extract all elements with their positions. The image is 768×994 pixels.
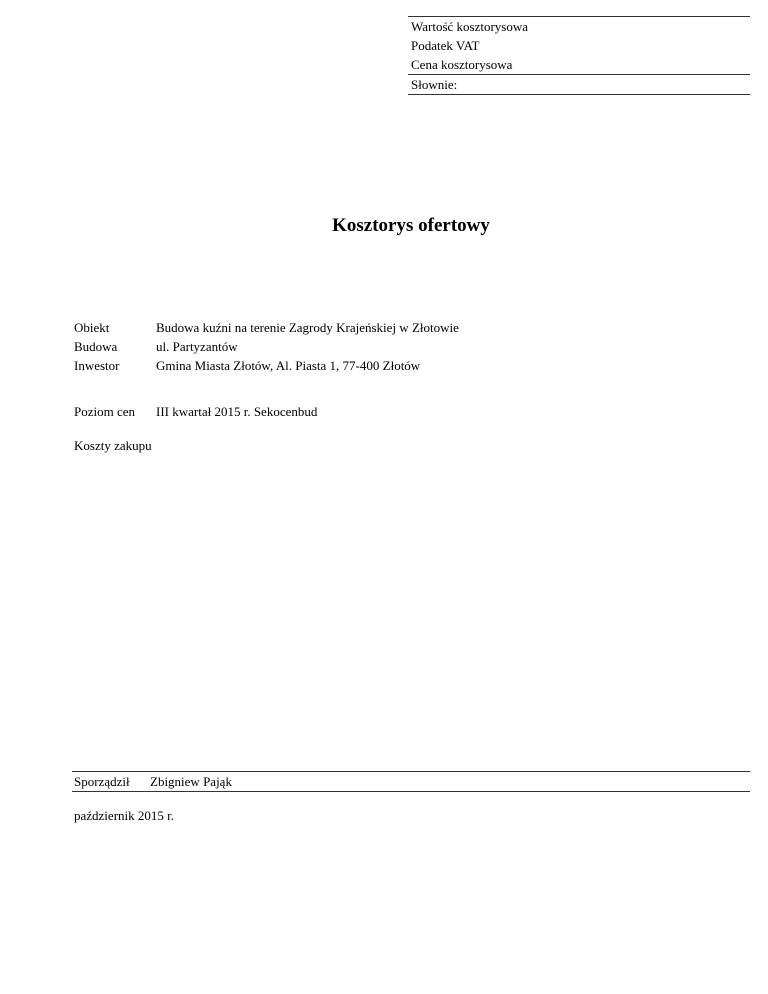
cost-summary	[408, 16, 750, 95]
detail-row-object	[74, 318, 459, 337]
price-level-label: Poziom cen	[74, 404, 136, 419]
estimated-value-label: Wartość kosztorysowa	[411, 19, 529, 34]
detail-label: Obiekt	[74, 320, 110, 335]
prepared-by-row	[72, 772, 750, 791]
document-title: Kosztorys ofertowy	[332, 215, 490, 236]
signature-bottom-rule	[72, 791, 750, 792]
prepared-by-label: Sporządził	[74, 774, 130, 789]
detail-value: Budowa kuźni na terenie Zagrody Krajeńskiej w Złotowie	[156, 320, 459, 335]
detail-label: Budowa	[74, 339, 118, 354]
vat-label: Podatek VAT	[411, 38, 480, 53]
prepared-by-name: Zbigniew Pająk	[150, 774, 232, 789]
price-level-row	[74, 402, 317, 421]
purchase-costs-label: Koszty zakupu	[74, 438, 152, 453]
estimated-price-label: Cena kosztorysowa	[411, 57, 513, 72]
detail-value: Gmina Miasta Złotów, Al. Piasta 1, 77-400 Złotów	[156, 358, 421, 373]
signature-block	[72, 771, 750, 792]
detail-value: ul. Partyzantów	[156, 339, 238, 354]
detail-row-investor	[74, 356, 459, 375]
summary-bottom-rule	[408, 94, 750, 95]
detail-label: Inwestor	[74, 358, 120, 373]
price-level-value: III kwartał 2015 r. Sekocenbud	[156, 404, 318, 419]
in-words-label: Słownie:	[411, 77, 458, 92]
detail-row-construction	[74, 337, 459, 356]
document-date: październik 2015 r.	[74, 808, 174, 823]
project-details	[74, 318, 459, 375]
